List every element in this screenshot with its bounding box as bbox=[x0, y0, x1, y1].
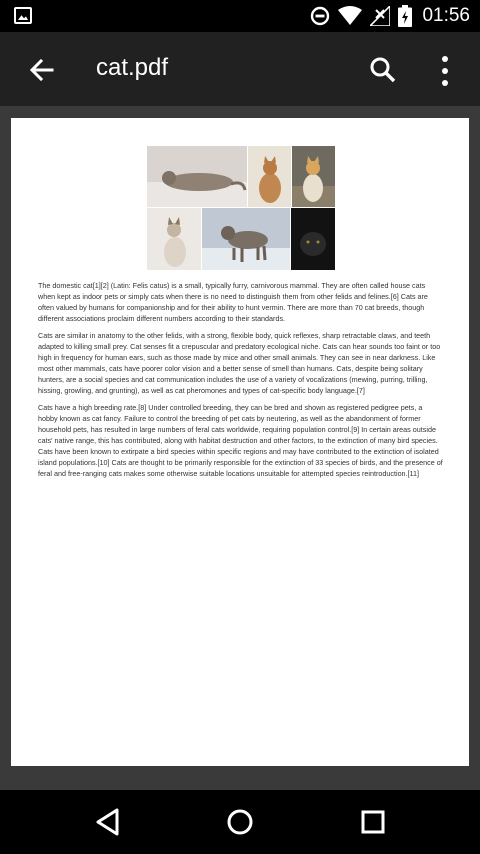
image-icon bbox=[14, 7, 32, 24]
article-text bbox=[38, 280, 443, 485]
pdf-page[interactable] bbox=[11, 118, 469, 766]
article-paragraph: Cats have a high breeding rate.[8] Under controlled breeding, they can be bred and shown as registered pedigree pets, a hobby known as cat fancy. Failure to control the breeding of pet cats by neutering, as well as the abandonment of former household pets, has resulted in large numbers of feral cats worldwide, requiring population control.[9] In certain areas outside cats' native range, this has contributed, along with habitat destruction and other factors, to the extinction of many bird species. Cats have been known to extirpate a bird species within specific regions and may have contributed to the extinction of isolated island populations.[10] Cats are thought to be primarily responsible for the extinction of 33 species of birds, and the presence of feral and free-ranging cats makes some otherwise suitable locations unsuitable for attempted species reintroduction.[11] bbox=[38, 403, 443, 478]
battery-charging-icon bbox=[398, 5, 412, 27]
nav-home-icon[interactable] bbox=[220, 804, 260, 840]
status-bar bbox=[0, 0, 480, 32]
back-arrow-icon[interactable] bbox=[22, 50, 62, 90]
nav-back-icon[interactable] bbox=[88, 804, 128, 840]
do-not-disturb-icon bbox=[310, 6, 330, 26]
status-clock: 01:56 bbox=[422, 5, 470, 26]
cat-photo-siamese bbox=[147, 208, 201, 270]
app-bar bbox=[0, 32, 480, 106]
cat-photo-collage bbox=[147, 146, 335, 270]
navigation-bar bbox=[0, 790, 480, 854]
article-paragraph: Cats are similar in anatomy to the other felids, with a strong, flexible body, quick reflexes, sharp retractable claws, and teeth adapted to killing small prey. Cat senses fit a crepuscular and predatory ecological niche. Cats can hear sounds too faint or too high in frequency for human ears, such as those made by mice and other small animals. They can see in near darkness. Like most other mammals, cats have poorer color vision and a better sense of smell than humans. Cats, despite being solitary hunters, are a social species and cat communication includes the use of a variety of vocalizations (mewing, purring, trilling, hissing, growling, and grunting), as well as cat pheromones and types of cat-specific body language.[7] bbox=[38, 331, 441, 395]
signal-icon bbox=[370, 6, 390, 26]
status-icons bbox=[310, 0, 470, 32]
document-title: cat.pdf bbox=[96, 54, 169, 81]
cat-photo-sitting-orange bbox=[248, 146, 291, 207]
search-icon[interactable] bbox=[362, 50, 404, 92]
cat-photo-snow bbox=[202, 208, 290, 270]
cat-photo-lying bbox=[147, 146, 247, 207]
cat-photo-tabby-window bbox=[292, 146, 335, 207]
more-vert-icon[interactable] bbox=[428, 50, 462, 92]
cat-photo-black bbox=[291, 208, 335, 270]
nav-recents-icon[interactable] bbox=[353, 804, 393, 840]
pdf-viewer[interactable] bbox=[0, 106, 480, 790]
wifi-icon bbox=[338, 6, 362, 26]
article-paragraph: The domestic cat[1][2] (Latin: Felis catus) is a small, typically furry, carnivorous mammal. They are often called house cats when kept as indoor pets or simply cats when there is no need to distinguish them from other felids and felines.[6] Cats are often valued by humans for companionship and for their ability to hunt vermin. There are more than 70 cat breeds, though different associations proclaim different numbers according to their standards. bbox=[38, 281, 428, 323]
